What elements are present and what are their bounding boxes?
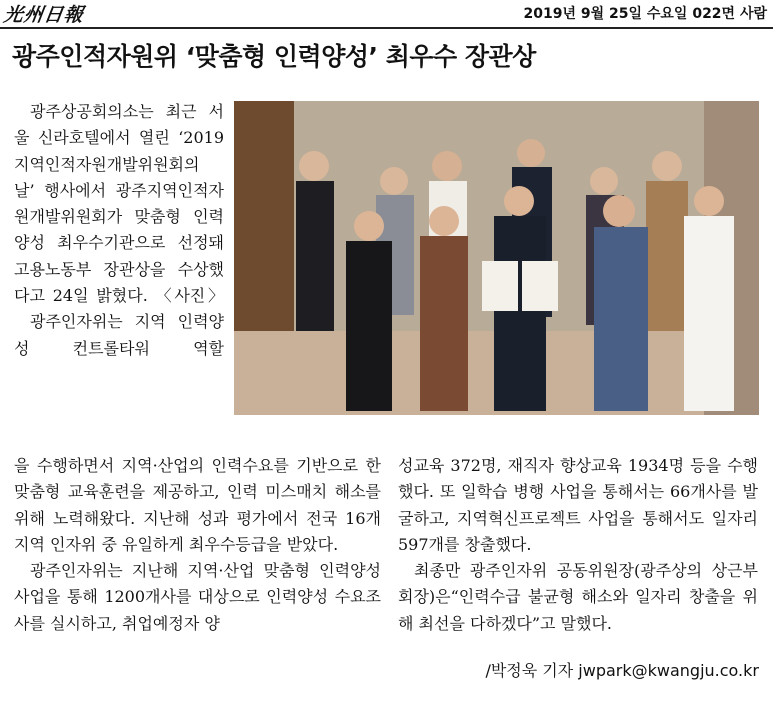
body-paragraph: 광주인자위는 지난해 지역·산업 맞춤형 인력양성 사업을 통해 1200개사를 대상으로 인력양성 수요조사를 실시하고, 취업예정자 양 bbox=[14, 561, 381, 633]
masthead-rule bbox=[0, 27, 773, 29]
article-headline: 광주인적자원위 ‘맞춤형 인력양성’ 최우수 장관상 bbox=[12, 42, 536, 71]
body-column-right bbox=[398, 453, 758, 637]
newspaper-logo: 光州日報 bbox=[2, 4, 86, 26]
lead-column bbox=[14, 99, 224, 362]
certificate bbox=[482, 261, 518, 311]
reporter-byline: /박정욱 기자 jwpark@kwangju.co.kr bbox=[485, 661, 759, 680]
body-column-left bbox=[14, 453, 381, 637]
body-paragraph: 성교육 372명, 재직자 향상교육 1934명 등을 수행했다. 또 일학습 병행 사업을 통해서는 66개사를 발굴하고, 지역혁신프로젝트 사업을 통해서도 일자리 597개를 창출했다. bbox=[398, 456, 758, 554]
masthead bbox=[0, 0, 773, 26]
lead-paragraph-2: 광주인자위는 지역 인력양성 컨트롤타워 역할 bbox=[14, 312, 224, 358]
lead-paragraph: 광주상공회의소는 최근 서울 신라호텔에서 열린 ‘2019 지역인적자원개발위원회의 날’ 행사에서 광주지역인적자원개발위원회가 맞춤형 인력양성 최우수기관으로 선정돼 고용노동부 장관상을 수상했다고 24일 밝혔다. 〈사진〉 bbox=[14, 102, 224, 306]
body-paragraph: 을 수행하면서 지역·산업의 인력수요를 기반으로 한 맞춤형 교육훈련을 제공하고, 인력 미스매치 해소를 위해 노력해왔다. 지난해 성과 평가에서 전국 16개 지역 인자위 중 유일하게 최우수등급을 받았다. bbox=[14, 456, 381, 554]
award-photo bbox=[234, 101, 759, 415]
date-line: 2019년 9월 25일 수요일 022면 사람 bbox=[523, 6, 767, 22]
body-paragraph: 최종만 광주인자위 공동위원장(광주상의 상근부회장)은“인력수급 불균형 해소와 일자리 창출을 위해 최선을 다하겠다”고 말했다. bbox=[398, 561, 758, 633]
